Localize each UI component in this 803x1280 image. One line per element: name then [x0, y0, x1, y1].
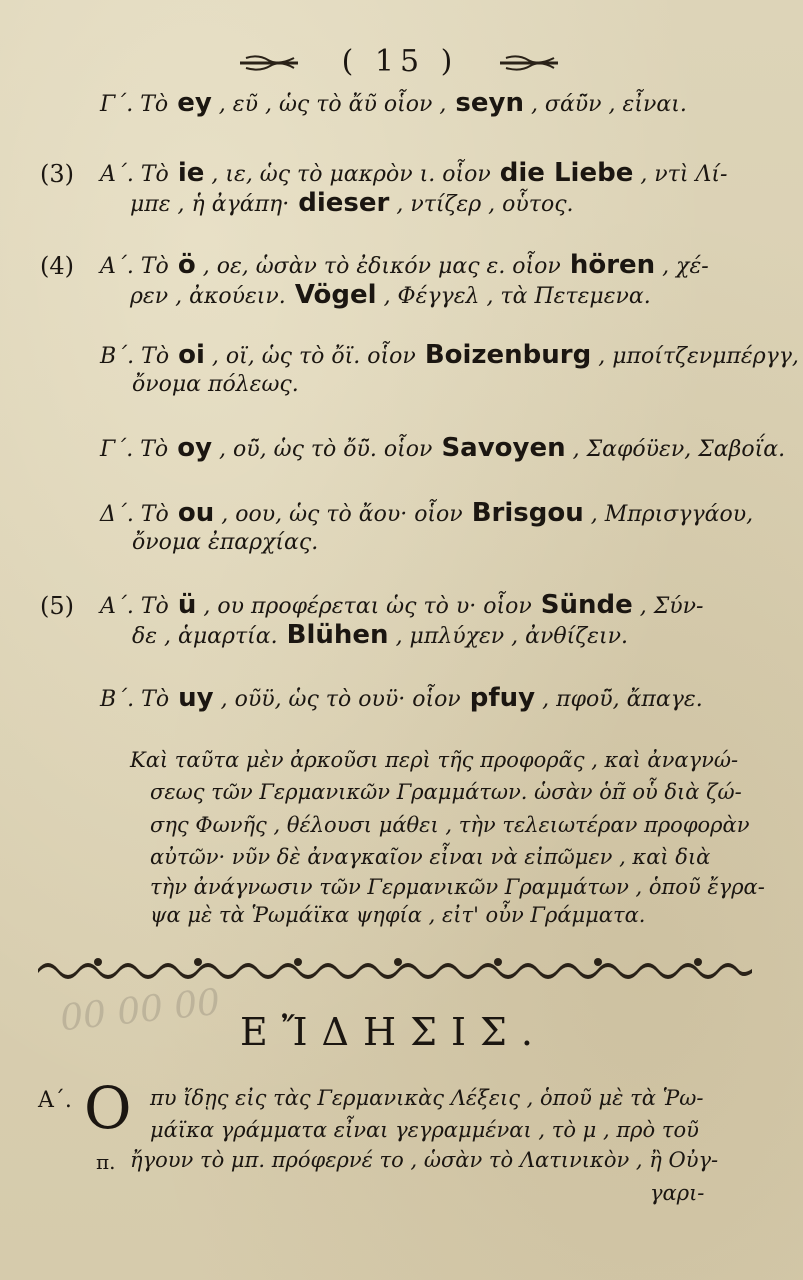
german-word: uy — [169, 683, 214, 713]
greek-text: Δ΄. Τὸ — [100, 502, 169, 527]
german-word: ou — [168, 498, 215, 528]
margin-letter: π. — [96, 1150, 116, 1174]
paragraph-line: ψα μὲ τὰ Ῥωμάϊκα ψηφία , εἰτ' οὖν Γράμματα. — [150, 903, 646, 927]
entry-line — [100, 498, 753, 530]
greek-text: , μπλύχεν , ἀνθίζειν. — [388, 624, 628, 649]
greek-text: , Μπρισγγάου, — [583, 502, 754, 527]
german-word: Vögel — [285, 280, 377, 310]
entry-line — [100, 88, 687, 120]
faded-stamp: 00 00 00 — [58, 981, 223, 1040]
greek-text: μπε , ἡ ἀγάπη· — [130, 192, 290, 217]
german-word: Boizenburg — [415, 340, 592, 370]
page-number: ( 15 ) — [341, 44, 459, 79]
greek-text: , ου̃ϋ, ὡς τὸ ουϋ· οἷον — [213, 687, 461, 712]
entry-line — [100, 250, 709, 282]
greek-text: , σάϋ̃ν , εἶναι. — [523, 92, 687, 117]
greek-text: , Σύν- — [632, 594, 704, 619]
german-word: ü — [168, 590, 197, 620]
greek-text: δε , ἁμαρτία. — [132, 624, 278, 649]
german-word: dieser — [289, 188, 390, 218]
entry-number: (3) — [40, 160, 74, 188]
entry-line — [130, 188, 574, 220]
greek-text: ὄνομα ἐπαρχίας. — [132, 530, 319, 555]
german-word: oy — [168, 433, 213, 463]
section-title: ΕἼΔΗΣΙΣ. — [240, 1010, 547, 1054]
entry-line — [100, 590, 703, 622]
greek-text: , ντίζερ , οὗτος. — [389, 192, 574, 217]
german-word: Brisgou — [462, 498, 584, 528]
greek-text: , οου, ὡς τὸ ἄου· οἷον — [214, 502, 463, 527]
greek-text: , οϋ̃, ὡς τὸ ὄϋ̃. οἷον — [212, 437, 433, 462]
greek-text: , ιε, ὡς τὸ μακρὸν ι. οἷον — [204, 162, 491, 187]
entry-line — [100, 340, 799, 372]
greek-text: , ντὶ Λί- — [633, 162, 728, 187]
paragraph-line: τὴν ἀνάγνωσιν τῶν Γερμανικῶν Γραμμάτων , ὁποῦ ἔγρα- — [150, 875, 765, 899]
greek-text: Α΄. Τὸ — [100, 594, 169, 619]
section-line: πυ ἴδῃς εἰς τὰς Γερμανικὰς Λέξεις , ὁποῦ μὲ τὰ Ῥω- — [150, 1086, 704, 1110]
entry-line — [132, 370, 299, 400]
german-word: Blühen — [277, 620, 389, 650]
greek-text: , πφοϋ̃, ἄπαγε. — [535, 687, 703, 712]
entry-number: (4) — [40, 252, 74, 280]
greek-text: , χέ- — [655, 254, 709, 279]
greek-text: Γ΄. Τὸ — [100, 92, 169, 117]
german-word: oi — [169, 340, 205, 370]
german-word: ie — [168, 158, 205, 188]
left-ornament-icon — [238, 52, 302, 74]
paragraph-line: Καὶ ταῦτα μὲν ἀρκοῦσι περὶ τῆς προφορᾶς , καὶ ἀναγνώ- — [130, 748, 739, 772]
greek-text: Α΄. Τὸ — [100, 162, 169, 187]
entry-line — [130, 280, 651, 312]
drop-cap: Ο — [84, 1074, 132, 1142]
greek-text: , Σαφόϋεν, Σαβοΐα. — [565, 437, 786, 462]
paragraph-line: σεως τῶν Γερμανικῶν Γραμμάτων. ὡσὰν ὁπ̃ οὗ διὰ ζώ- — [150, 780, 742, 804]
page-header — [230, 44, 570, 84]
paragraph-line: αὐτῶν· νῦν δὲ ἀναγκαῖον εἶναι νὰ εἰπῶμεν , καὶ διὰ — [150, 845, 711, 869]
greek-text: , Φέγγελ , τὰ Πετεμενα. — [376, 284, 651, 309]
greek-text: Γ΄. Τὸ — [100, 437, 169, 462]
german-word: die Liebe — [490, 158, 634, 188]
german-word: seyn — [446, 88, 524, 118]
german-word: ö — [168, 250, 196, 280]
greek-text: , οϊ, ὡς τὸ ὄϊ. οἷον — [204, 344, 416, 369]
entry-line — [100, 158, 727, 190]
right-ornament-icon — [498, 52, 562, 74]
entry-number: (5) — [40, 592, 74, 620]
greek-text: , μποίτζενμπέργγ, — [591, 344, 799, 369]
section-line: ἤγουν τὸ μπ. πρόφερνέ το , ὡσὰν τὸ Λατινικὸν , ἢ Οὐγ- — [130, 1148, 719, 1172]
section-marker: Α΄. — [38, 1088, 72, 1113]
greek-text: ὄνομα πόλεως. — [132, 372, 299, 397]
german-word: pfuy — [460, 683, 536, 713]
entry-line — [100, 433, 785, 465]
entry-line — [100, 683, 703, 715]
section-line: μάϊκα γράμματα εἶναι γεγραμμέναι , τὸ μ , πρὸ τοῦ — [150, 1118, 699, 1142]
entry-line — [132, 620, 628, 652]
german-word: Savoyen — [432, 433, 566, 463]
entry-line — [132, 528, 318, 558]
greek-text: , ου προφέρεται ὡς τὸ υ· οἷον — [196, 594, 532, 619]
section-line: γαρι- — [650, 1181, 705, 1205]
greek-text: Β΄. Τὸ — [100, 687, 170, 712]
greek-text: ρεν , ἀκούειν. — [130, 284, 286, 309]
german-word: Sünde — [531, 590, 633, 620]
german-word: ey — [168, 88, 212, 118]
greek-text: Β΄. Τὸ — [100, 344, 170, 369]
german-word: hören — [560, 250, 656, 280]
greek-text: Α΄. Τὸ — [100, 254, 169, 279]
paragraph-line: σης Φωνῆς , θέλουσι μάθει , τὴν τελειωτέραν προφορὰν — [150, 813, 750, 837]
ornamental-divider-icon — [38, 953, 752, 983]
greek-text: , ευ̃ , ὡς τὸ ἄυ̃ οἷον , — [211, 92, 447, 117]
greek-text: , οε, ὡσὰν τὸ ἐδικόν μας ε. οἷον — [195, 254, 561, 279]
